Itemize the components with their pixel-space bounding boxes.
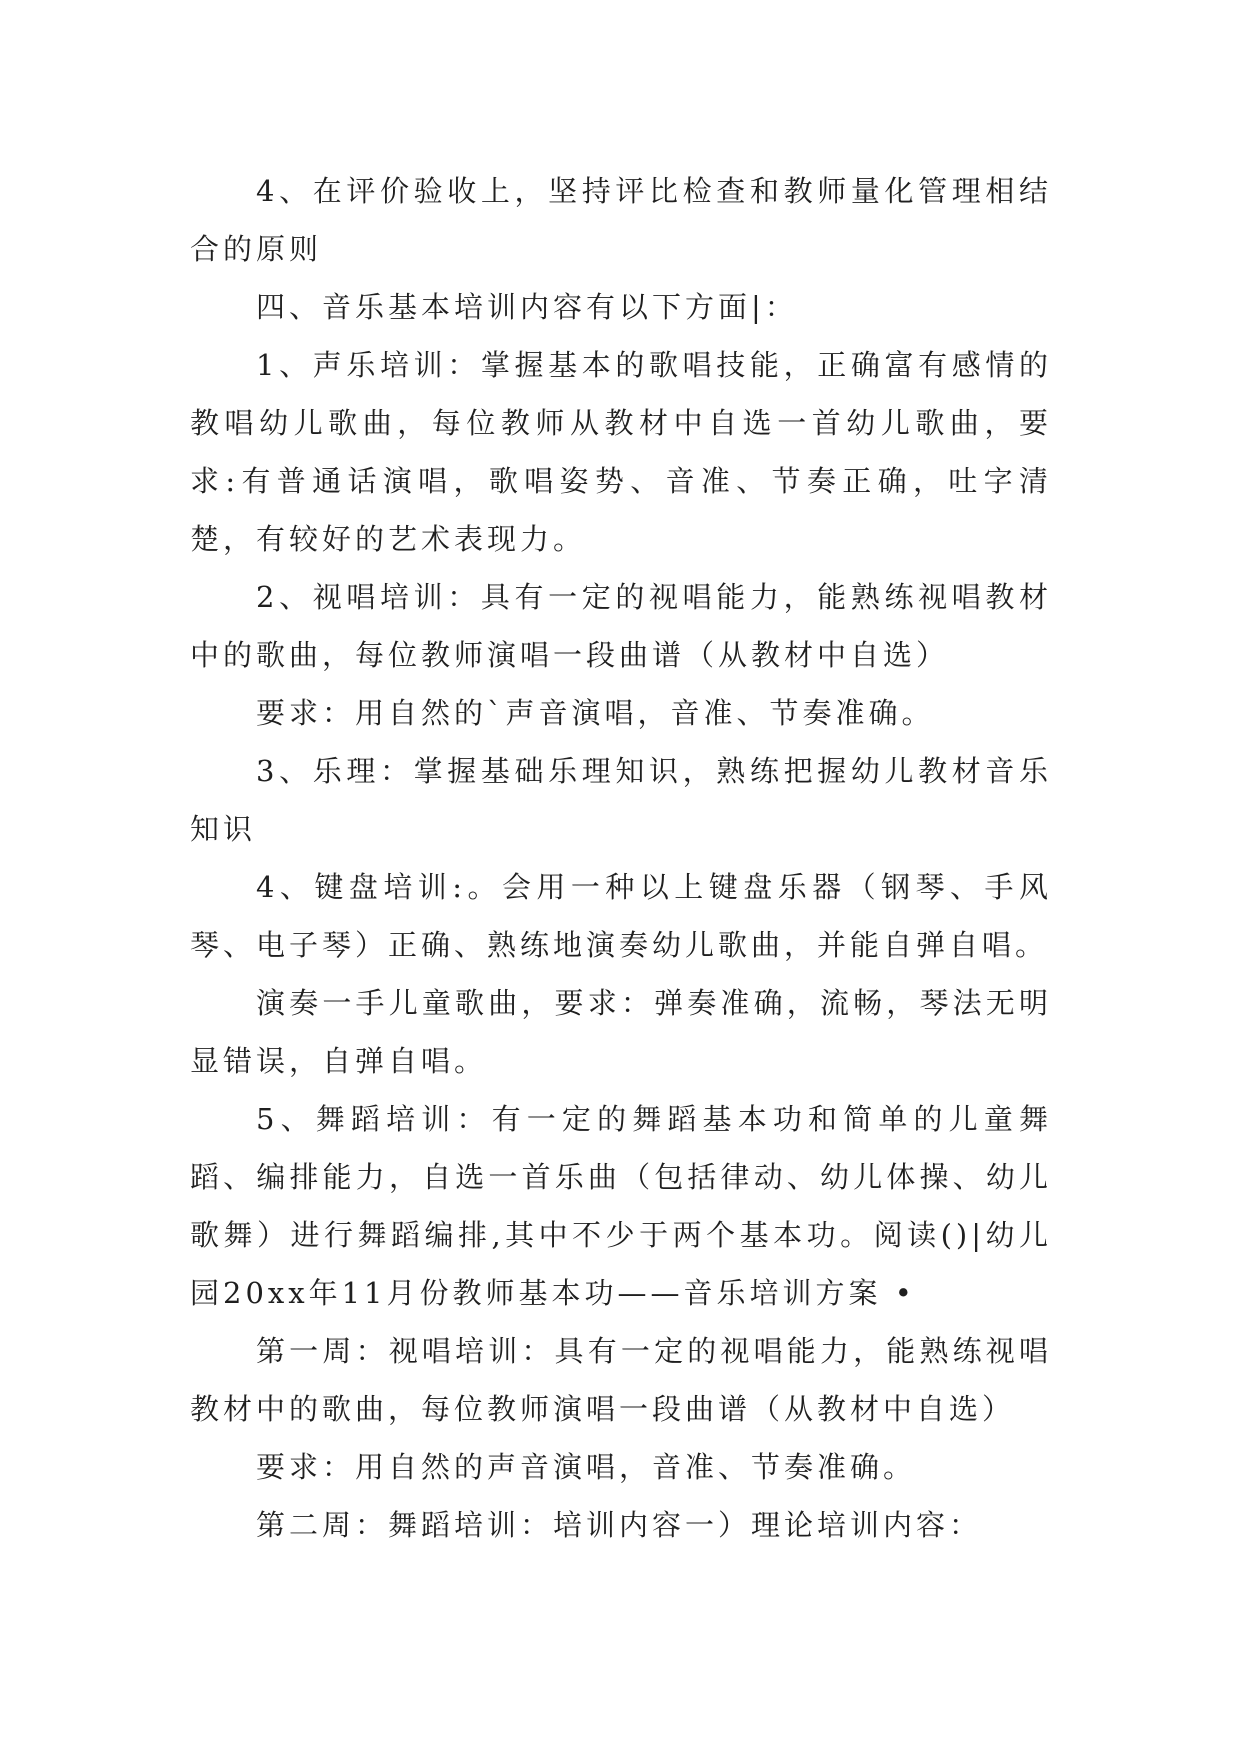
paragraph-sight-singing-requirement: 要求：用自然的`声音演唱，音准、节奏准确。 xyxy=(256,696,935,730)
paragraph-dance-training: 5、舞蹈培训：有一定的舞蹈基本功和简单的儿童舞蹈、编排能力，自选一首乐曲（包括律动、幼儿体操、幼儿歌舞）进行舞蹈编排,其中不少于两个基本功。阅读()|幼儿园20xx年11月份教师基本功——音乐培训方案 • xyxy=(190,1102,1052,1310)
paragraph-vocal-training: 1、声乐培训：掌握基本的歌唱技能，正确富有感情的教唱幼儿歌曲，每位教师从教材中自选一首幼儿歌曲，要求:有普通话演唱，歌唱姿势、音准、节奏正确，吐字清楚，有较好的艺术表现力。 xyxy=(190,348,1052,556)
paragraph-music-theory: 3、乐理：掌握基础乐理知识，熟练把握幼儿教材音乐知识 xyxy=(190,754,1052,846)
paragraph-week-one-requirement: 要求：用自然的声音演唱，音准、节奏准确。 xyxy=(256,1450,917,1484)
paragraph-section-four-heading: 四、音乐基本培训内容有以下方面|： xyxy=(256,290,798,324)
paragraph-keyboard-training: 4、键盘培训:。会用一种以上键盘乐器（钢琴、手风琴、电子琴）正确、熟练地演奏幼儿歌曲，并能自弹自唱。 xyxy=(190,870,1052,962)
paragraph-sight-singing-training: 2、视唱培训：具有一定的视唱能力，能熟练视唱教材中的歌曲，每位教师演唱一段曲谱（从教材中自选） xyxy=(190,580,1052,672)
paragraph-week-one: 第一周：视唱培训：具有一定的视唱能力，能熟练视唱教材中的歌曲，每位教师演唱一段曲谱（从教材中自选） xyxy=(190,1334,1052,1426)
document-body xyxy=(190,162,1052,1554)
paragraph-week-two: 第二周：舞蹈培训：培训内容一）理论培训内容： xyxy=(256,1508,983,1542)
paragraph-keyboard-requirement: 演奏一手儿童歌曲，要求：弹奏准确，流畅，琴法无明显错误，自弹自唱。 xyxy=(190,986,1052,1078)
paragraph-evaluation-principle: 4、在评价验收上，坚持评比检查和教师量化管理相结合的原则 xyxy=(190,174,1052,266)
